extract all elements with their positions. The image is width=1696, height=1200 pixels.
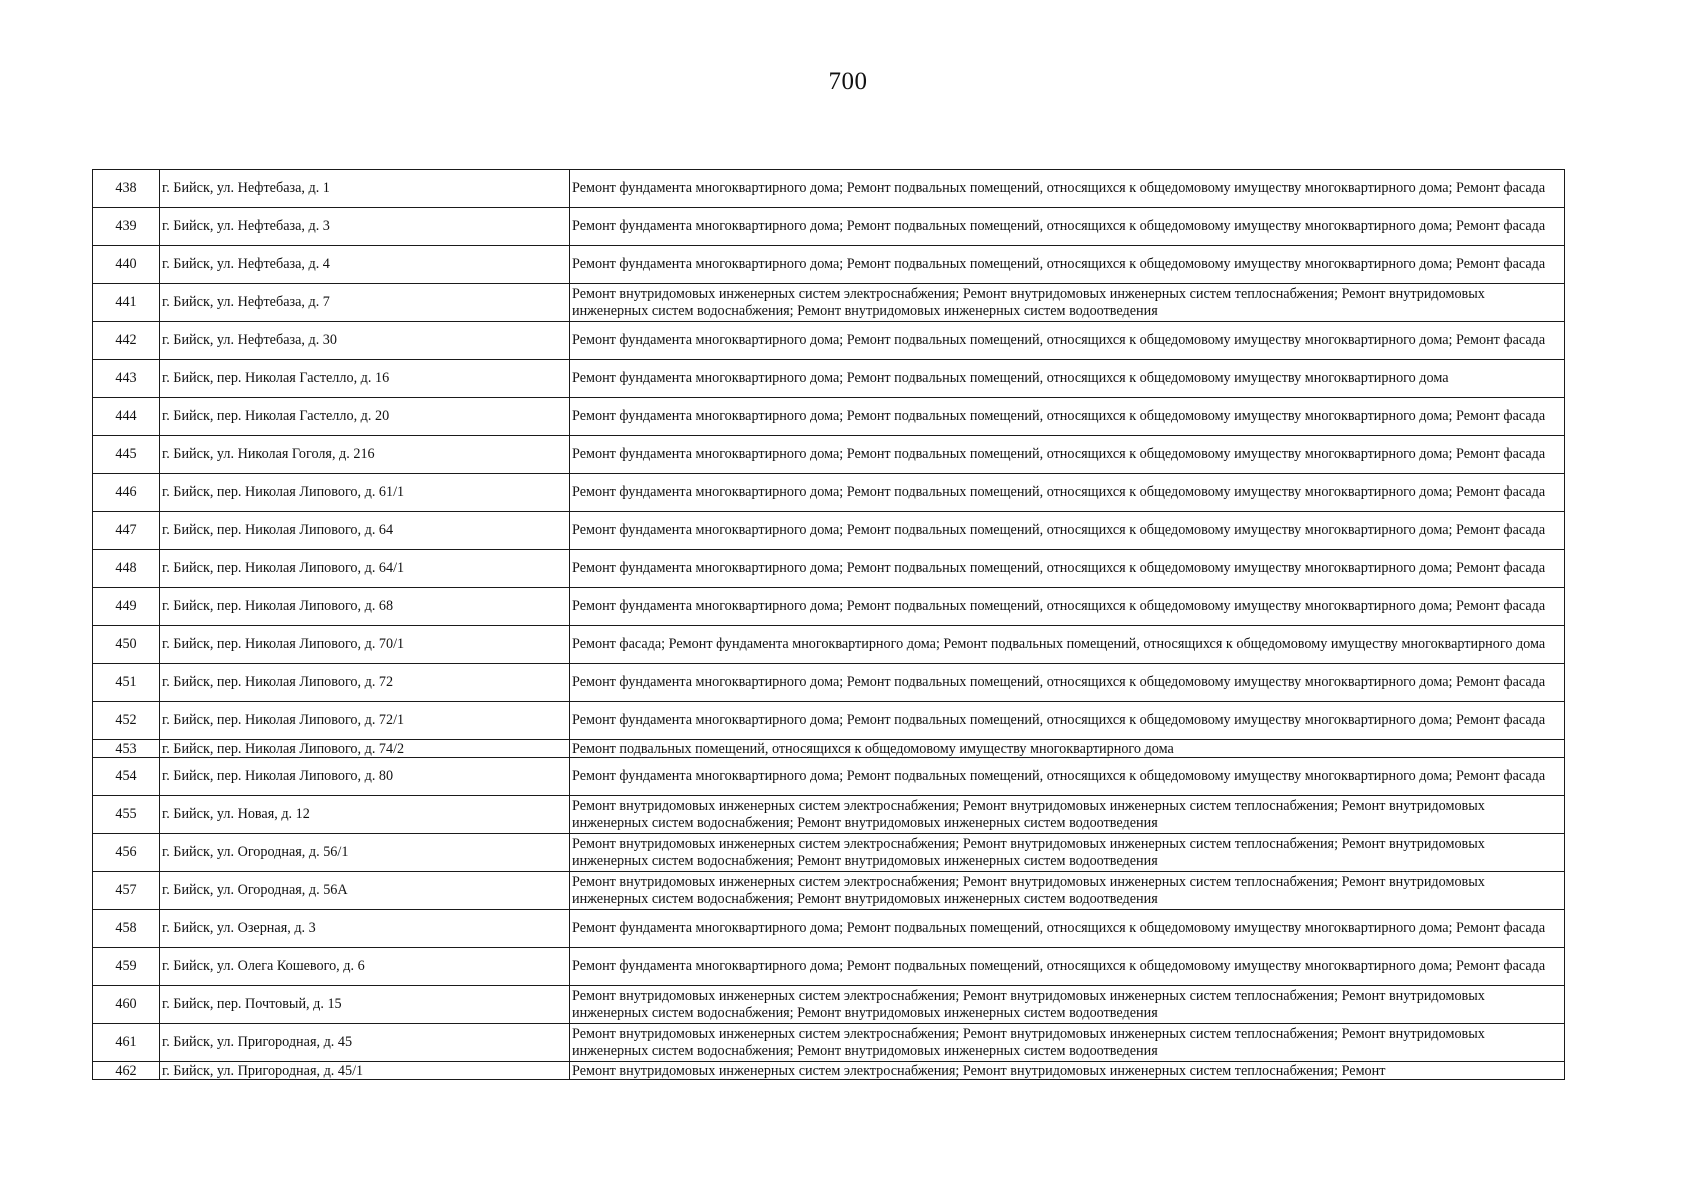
table-row [93,702,1565,740]
table-row [93,626,1565,664]
row-address: г. Бийск, ул. Нефтебаза, д. 4 [160,246,570,284]
row-works: Ремонт внутридомовых инженерных систем электроснабжения; Ремонт внутридомовых инженерных систем теплоснабжения; Ремонт внутридомовых инженерных систем водоснабжения; Ремонт внутридомовых инженерных систем водоотведения [570,986,1565,1024]
table-row [93,740,1565,758]
row-address: г. Бийск, ул. Нефтебаза, д. 1 [160,170,570,208]
row-address: г. Бийск, пер. Почтовый, д. 15 [160,986,570,1024]
table-row [93,834,1565,872]
table-row [93,360,1565,398]
row-number: 444 [93,398,160,436]
table-row [93,986,1565,1024]
row-address: г. Бийск, ул. Олега Кошевого, д. 6 [160,948,570,986]
row-works: Ремонт внутридомовых инженерных систем электроснабжения; Ремонт внутридомовых инженерных систем теплоснабжения; Ремонт внутридомовых инженерных систем водоснабжения; Ремонт внутридомовых инженерных систем водоотведения [570,284,1565,322]
table-body [93,170,1565,1080]
row-works: Ремонт внутридомовых инженерных систем электроснабжения; Ремонт внутридомовых инженерных систем теплоснабжения; Ремонт внутридомовых инженерных систем водоснабжения; Ремонт внутридомовых инженерных систем водоотведения [570,834,1565,872]
row-address: г. Бийск, пер. Николая Липового, д. 64/1 [160,550,570,588]
table-row [93,436,1565,474]
row-number: 443 [93,360,160,398]
row-address: г. Бийск, ул. Озерная, д. 3 [160,910,570,948]
row-works: Ремонт внутридомовых инженерных систем электроснабжения; Ремонт внутридомовых инженерных систем теплоснабжения; Ремонт внутридомовых инженерных систем водоснабжения; Ремонт внутридомовых инженерных систем водоотведения [570,796,1565,834]
repair-registry-table [92,169,1565,1080]
row-works: Ремонт фундамента многоквартирного дома; Ремонт подвальных помещений, относящихся к общедомовому имуществу многоквартирного дома; Ремонт фасада [570,758,1565,796]
row-address: г. Бийск, ул. Пригородная, д. 45 [160,1024,570,1062]
row-works: Ремонт фундамента многоквартирного дома; Ремонт подвальных помещений, относящихся к общедомовому имуществу многоквартирного дома [570,360,1565,398]
row-address: г. Бийск, ул. Огородная, д. 56А [160,872,570,910]
row-number: 449 [93,588,160,626]
row-number: 460 [93,986,160,1024]
row-works: Ремонт фундамента многоквартирного дома; Ремонт подвальных помещений, относящихся к общедомовому имуществу многоквартирного дома; Ремонт фасада [570,246,1565,284]
row-number: 442 [93,322,160,360]
row-address: г. Бийск, пер. Николая Липового, д. 72 [160,664,570,702]
row-address: г. Бийск, ул. Нефтебаза, д. 7 [160,284,570,322]
table-row [93,910,1565,948]
table-row [93,588,1565,626]
row-number: 453 [93,740,160,758]
row-works: Ремонт фундамента многоквартирного дома; Ремонт подвальных помещений, относящихся к общедомовому имуществу многоквартирного дома; Ремонт фасада [570,512,1565,550]
table-row [93,796,1565,834]
table-row [93,284,1565,322]
row-address: г. Бийск, пер. Николая Липового, д. 61/1 [160,474,570,512]
row-number: 438 [93,170,160,208]
row-number: 461 [93,1024,160,1062]
row-address: г. Бийск, ул. Пригородная, д. 45/1 [160,1062,570,1080]
row-works: Ремонт фундамента многоквартирного дома; Ремонт подвальных помещений, относящихся к общедомовому имуществу многоквартирного дома; Ремонт фасада [570,322,1565,360]
table-row [93,1024,1565,1062]
row-address: г. Бийск, пер. Николая Гастелло, д. 16 [160,360,570,398]
row-works: Ремонт фасада; Ремонт фундамента многоквартирного дома; Ремонт подвальных помещений, относящихся к общедомовому имуществу многоквартирного дома [570,626,1565,664]
row-works: Ремонт фундамента многоквартирного дома; Ремонт подвальных помещений, относящихся к общедомовому имуществу многоквартирного дома; Ремонт фасада [570,474,1565,512]
row-works: Ремонт фундамента многоквартирного дома; Ремонт подвальных помещений, относящихся к общедомовому имуществу многоквартирного дома; Ремонт фасада [570,208,1565,246]
row-address: г. Бийск, пер. Николая Липового, д. 64 [160,512,570,550]
row-address: г. Бийск, ул. Огородная, д. 56/1 [160,834,570,872]
row-number: 454 [93,758,160,796]
row-number: 447 [93,512,160,550]
row-address: г. Бийск, пер. Николая Липового, д. 80 [160,758,570,796]
row-number: 450 [93,626,160,664]
row-works: Ремонт фундамента многоквартирного дома; Ремонт подвальных помещений, относящихся к общедомовому имуществу многоквартирного дома; Ремонт фасада [570,910,1565,948]
row-works: Ремонт фундамента многоквартирного дома; Ремонт подвальных помещений, относящихся к общедомовому имуществу многоквартирного дома; Ремонт фасада [570,664,1565,702]
row-address: г. Бийск, пер. Николая Липового, д. 72/1 [160,702,570,740]
row-number: 458 [93,910,160,948]
row-number: 446 [93,474,160,512]
table-row [93,664,1565,702]
row-number: 459 [93,948,160,986]
page-number: 700 [828,68,868,95]
row-number: 439 [93,208,160,246]
row-works: Ремонт внутридомовых инженерных систем электроснабжения; Ремонт внутридомовых инженерных систем теплоснабжения; Ремонт [570,1062,1565,1080]
row-works: Ремонт внутридомовых инженерных систем электроснабжения; Ремонт внутридомовых инженерных систем теплоснабжения; Ремонт внутридомовых инженерных систем водоснабжения; Ремонт внутридомовых инженерных систем водоотведения [570,1024,1565,1062]
table-row [93,872,1565,910]
row-number: 445 [93,436,160,474]
row-number: 462 [93,1062,160,1080]
row-works: Ремонт фундамента многоквартирного дома; Ремонт подвальных помещений, относящихся к общедомовому имуществу многоквартирного дома; Ремонт фасада [570,588,1565,626]
row-address: г. Бийск, пер. Николая Липового, д. 70/1 [160,626,570,664]
table-row [93,550,1565,588]
table-row [93,208,1565,246]
row-number: 451 [93,664,160,702]
table-row [93,322,1565,360]
row-number: 452 [93,702,160,740]
row-address: г. Бийск, ул. Николая Гоголя, д. 216 [160,436,570,474]
row-works: Ремонт фундамента многоквартирного дома; Ремонт подвальных помещений, относящихся к общедомовому имуществу многоквартирного дома; Ремонт фасада [570,170,1565,208]
row-works: Ремонт фундамента многоквартирного дома; Ремонт подвальных помещений, относящихся к общедомовому имуществу многоквартирного дома; Ремонт фасада [570,550,1565,588]
row-number: 441 [93,284,160,322]
row-number: 455 [93,796,160,834]
table-row [93,1062,1565,1080]
row-number: 440 [93,246,160,284]
row-number: 457 [93,872,160,910]
row-number: 448 [93,550,160,588]
row-address: г. Бийск, пер. Николая Гастелло, д. 20 [160,398,570,436]
table-row [93,512,1565,550]
row-works: Ремонт внутридомовых инженерных систем электроснабжения; Ремонт внутридомовых инженерных систем теплоснабжения; Ремонт внутридомовых инженерных систем водоснабжения; Ремонт внутридомовых инженерных систем водоотведения [570,872,1565,910]
table-row [93,170,1565,208]
table-row [93,758,1565,796]
row-works: Ремонт фундамента многоквартирного дома; Ремонт подвальных помещений, относящихся к общедомовому имуществу многоквартирного дома; Ремонт фасада [570,398,1565,436]
table-row [93,398,1565,436]
table-row [93,246,1565,284]
row-works: Ремонт фундамента многоквартирного дома; Ремонт подвальных помещений, относящихся к общедомовому имуществу многоквартирного дома; Ремонт фасада [570,436,1565,474]
row-works: Ремонт фундамента многоквартирного дома; Ремонт подвальных помещений, относящихся к общедомовому имуществу многоквартирного дома; Ремонт фасада [570,948,1565,986]
row-works: Ремонт подвальных помещений, относящихся к общедомовому имуществу многоквартирного дома [570,740,1565,758]
row-works: Ремонт фундамента многоквартирного дома; Ремонт подвальных помещений, относящихся к общедомовому имуществу многоквартирного дома; Ремонт фасада [570,702,1565,740]
row-address: г. Бийск, ул. Нефтебаза, д. 30 [160,322,570,360]
row-address: г. Бийск, ул. Новая, д. 12 [160,796,570,834]
table-row [93,474,1565,512]
row-address: г. Бийск, ул. Нефтебаза, д. 3 [160,208,570,246]
row-number: 456 [93,834,160,872]
row-address: г. Бийск, пер. Николая Липового, д. 68 [160,588,570,626]
table-row [93,948,1565,986]
row-address: г. Бийск, пер. Николая Липового, д. 74/2 [160,740,570,758]
